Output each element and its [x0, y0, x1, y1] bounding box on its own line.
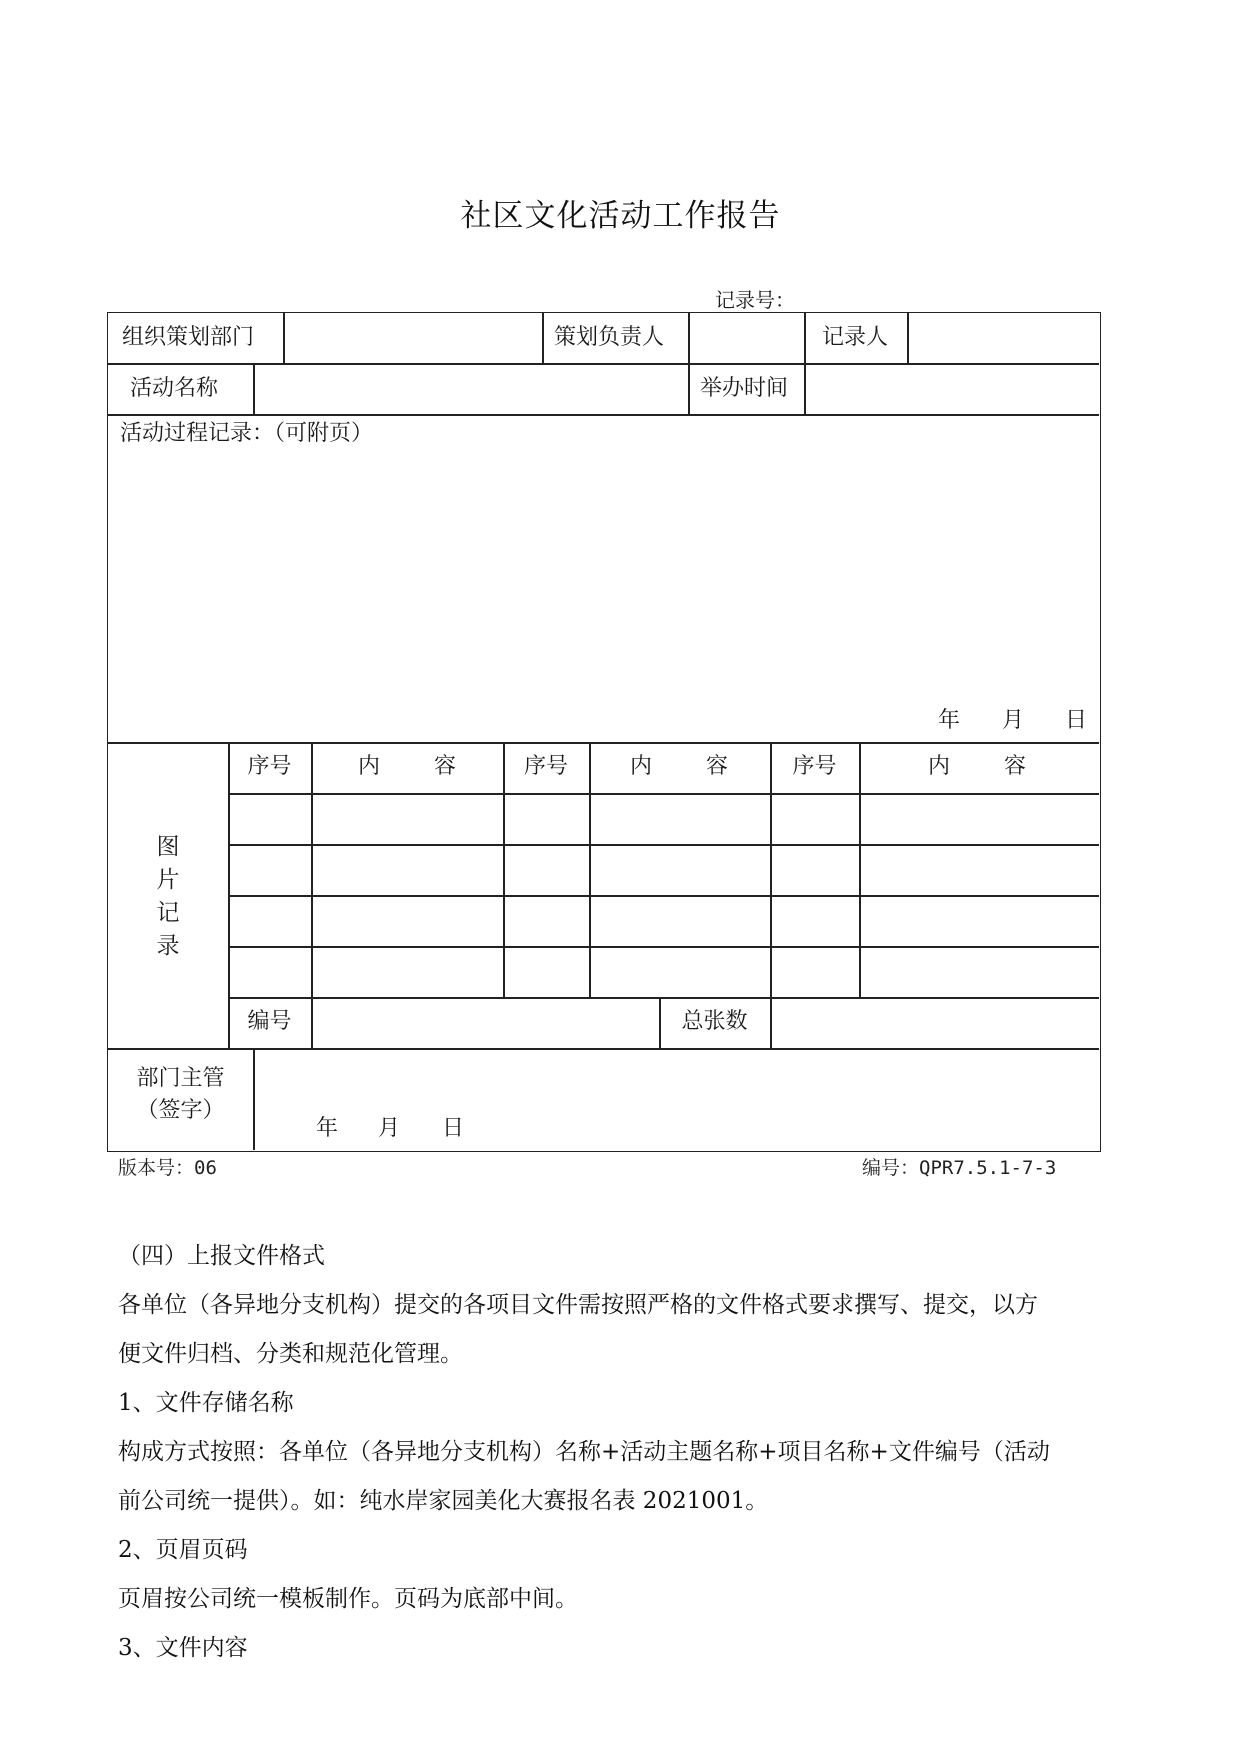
sub-heading: 1、文件存储名称 [118, 1390, 294, 1416]
paragraph-line: 构成方式按照：各单位（各异地分支机构）名称+活动主题名称+项目名称+文件编号（活动 [118, 1439, 1050, 1465]
col-header-no-2: 序号 [523, 754, 568, 779]
dept-label: 组织策划部门 [122, 325, 255, 350]
sub-heading: 3、文件内容 [118, 1635, 248, 1661]
supervisor-date-year: 年 [316, 1116, 339, 1141]
paragraph-line: 便文件归档、分类和规范化管理。 [118, 1341, 463, 1367]
col-header-content-1a: 内 [358, 754, 381, 779]
col-header-content-3b: 容 [1004, 754, 1027, 779]
process-record-area[interactable] [110, 453, 1097, 703]
photo-record-side-label: 图 片 记 录 [156, 834, 180, 959]
recorder-label: 记录人 [822, 325, 889, 350]
event-time-field[interactable] [806, 365, 1097, 413]
col-header-content-2b: 容 [706, 754, 729, 779]
record-number-label: 记录号： [715, 288, 795, 312]
page-title: 社区文化活动工作报告 [460, 198, 781, 234]
activity-name-label: 活动名称 [130, 376, 219, 401]
section-heading: （四）上报文件格式 [118, 1243, 325, 1269]
col-header-content-3a: 内 [928, 754, 951, 779]
activity-name-field[interactable] [255, 365, 687, 413]
process-record-label: 活动过程记录：（可附页） [120, 421, 374, 446]
col-header-no-1: 序号 [247, 754, 292, 779]
col-header-content-1b: 容 [434, 754, 457, 779]
form-code: 编号：QPR7.5.1-7-3 [862, 1157, 1057, 1179]
paragraph-line: 各单位（各异地分支机构）提交的各项目文件需按照严格的文件格式要求撰写、提交，以方 [118, 1292, 1038, 1318]
photo-code-label: 编号 [247, 1009, 292, 1034]
supervisor-date-month: 月 [378, 1116, 401, 1141]
process-date-year: 年 [938, 708, 961, 733]
version-number: 版本号：06 [118, 1157, 217, 1179]
photo-total-label: 总张数 [681, 1009, 748, 1034]
dept-field[interactable] [285, 315, 541, 361]
report-form [107, 312, 1101, 1152]
col-header-content-2a: 内 [630, 754, 653, 779]
supervisor-label: 部门主管 [136, 1066, 225, 1091]
photo-code-field[interactable] [313, 999, 658, 1047]
process-date-month: 月 [1002, 708, 1025, 733]
supervisor-date-day: 日 [442, 1116, 465, 1141]
owner-field[interactable] [690, 315, 803, 361]
recorder-field[interactable] [909, 315, 1097, 361]
photo-total-field[interactable] [772, 999, 1097, 1047]
process-date-day: 日 [1065, 708, 1088, 733]
paragraph-line: 页眉按公司统一模板制作。页码为底部中间。 [118, 1586, 578, 1612]
body-text [118, 1232, 1128, 1673]
signature-label: （签字） [136, 1098, 225, 1123]
owner-label: 策划负责人 [554, 325, 665, 350]
col-header-no-3: 序号 [792, 754, 837, 779]
sub-heading: 2、页眉页码 [118, 1537, 248, 1563]
paragraph-line: 前公司统一提供）。如：纯水岸家园美化大赛报名表 2021001。 [118, 1488, 769, 1514]
event-time-label: 举办时间 [700, 376, 789, 401]
